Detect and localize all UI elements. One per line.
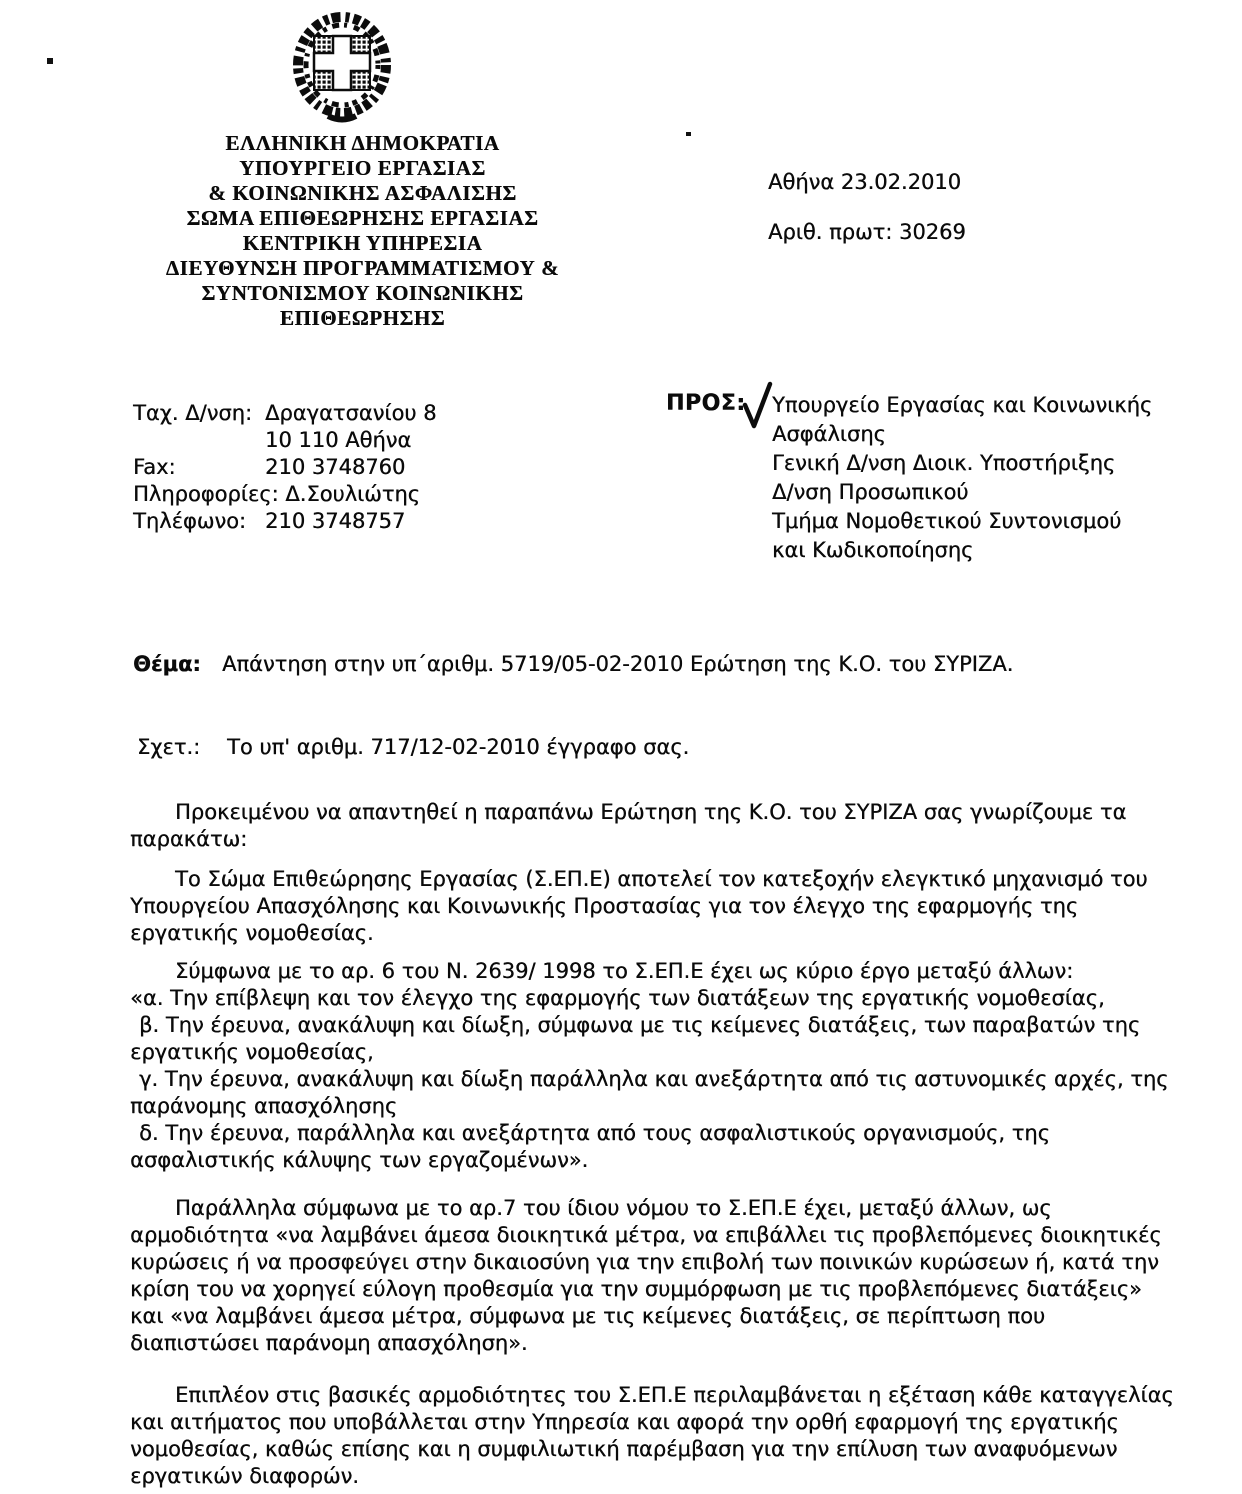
subject-row [133,652,1193,676]
contact-value: 210 3748757 [265,509,406,533]
contact-row [133,508,436,535]
contact-block [133,400,436,535]
letterhead-line: & ΚΟΙΝΩΝΙΚΗΣ ΑΣΦΑΛΙΣΗΣ [208,181,517,205]
letterhead-line: ΕΠΙΘΕΩΡΗΣΗΣ [279,306,446,330]
protocol-number: Αριθ. πρωτ: 30269 [768,220,966,244]
date-line: Αθήνα 23.02.2010 [768,170,962,194]
recipient-line: και Κωδικοποίησης [772,538,974,562]
contact-row [133,427,436,454]
body-paragraph: Σύμφωνα με το αρ. 6 του Ν. 2639/ 1998 το Σ.ΕΠ.Ε έχει ως κύριο έργο μεταξύ άλλων: [175,959,1074,983]
contact-label: Ταχ. Δ/νση: [133,401,253,425]
recipient-line: Δ/νση Προσωπικού [772,480,969,504]
recipient-block [772,391,1172,565]
reference-label: Σχετ.: [137,735,201,759]
subject-text: Απάντηση στην υπ΄αριθμ. 5719/05-02-2010 Ερώτηση της Κ.Ο. του ΣΥΡΙΖΑ. [222,652,1014,676]
body-list-item: «α. Την επίβλεψη και τον έλεγχο της εφαρμογής των διατάξεων της εργατικής νομοθεσίας, [130,986,1105,1010]
reference-text: Το υπ' αριθμ. 717/12-02-2010 έγγραφο σας. [227,735,690,759]
recipient-label: ΠΡΟΣ: [666,391,746,416]
scan-speck [686,132,691,136]
recipient-line: Υπουργείο Εργασίας και Κοινωνικής [772,393,1153,417]
body-list-item: δ. Την έρευνα, παράλληλα και ανεξάρτητα από τους ασφαλιστικούς οργανισμούς, της ασφαλιστικής κάλυψης των εργαζομένων». [130,1121,1050,1172]
contact-value: Δραγατσανίου 8 [265,401,437,425]
greek-coat-of-arms-icon [292,10,392,124]
recipient-line: Γενική Δ/νση Διοικ. Υποστήριξης [772,451,1116,475]
letterhead-line: ΣΩΜΑ ΕΠΙΘΕΩΡΗΣΗΣ ΕΡΓΑΣΙΑΣ [186,206,539,230]
scan-speck [47,58,53,64]
letterhead [115,131,610,331]
letterhead-line: ΥΠΟΥΡΓΕΙΟ ΕΡΓΑΣΙΑΣ [239,156,486,180]
contact-value: Δ.Σουλιώτης [285,482,421,506]
recipient-line: Τμήμα Νομοθετικού Συντονισμού [772,509,1122,533]
letterhead-line: ΕΛΛΗΝΙΚΗ ΔΗΜΟΚΡΑΤΙΑ [225,131,500,155]
contact-row [133,481,436,508]
body-list-item: β. Την έρευνα, ανακάλυψη και δίωξη, σύμφωνα με τις κείμενες διατάξεις, των παραβατών της εργατικής νομοθεσίας, [130,1013,1141,1064]
letterhead-line: ΚΕΝΤΡΙΚΗ ΥΠΗΡΕΣΙΑ [242,231,483,255]
contact-value: 210 3748760 [265,455,406,479]
body-paragraph: Προκειμένου να απαντηθεί η παραπάνω Ερώτηση της Κ.Ο. του ΣΥΡΙΖΑ σας γνωρίζουμε τα παρακάτω: [130,800,1127,851]
contact-row [133,454,436,481]
subject-label: Θέμα: [133,652,201,676]
letterhead-line: ΔΙΕΥΘΥΝΣΗ ΠΡΟΓΡΑΜΜΑΤΙΣΜΟΥ & [165,256,560,280]
recipient-line: Ασφάλισης [772,422,886,446]
contact-label: Τηλέφωνο: [133,509,247,533]
body-list-item: γ. Την έρευνα, ανακάλυψη και δίωξη παράλληλα και ανεξάρτητα από τις αστυνομικές αρχές, της παράνομης απασχόλησης [130,1067,1169,1118]
contact-label: Fax: [133,455,176,479]
contact-value: 10 110 Αθήνα [265,428,412,452]
letterhead-line: ΣΥΝΤΟΝΙΣΜΟΥ ΚΟΙΝΩΝΙΚΗΣ [201,281,524,305]
body-paragraph: Παράλληλα σύμφωνα με το αρ.7 του ίδιου νόμου το Σ.ΕΠ.Ε έχει, μεταξύ άλλων, ως αρμοδιότητα «να λαμβάνει άμεσα διοικητικά μέτρα, να επιβάλλει τις προβλεπόμενες διοικητικές κυρώσεις ή να προσφεύγει στην δικαιοσύνη για την επιβολή των ποινικών κυρώσεων ή, κατά την κρίση του να χορηγεί εύλογη προθεσμία για την συμμόρφωση με τις προβλεπόμενες διατάξεις» και «να λαμβάνει άμεσα μέτρα, σύμφωνα με τις κείμενες διατάξεις, σε περίπτωση που διαπιστώσει παράνομη απασχόληση». [130,1196,1162,1355]
contact-row [133,400,436,427]
body-paragraph: Επιπλέον στις βασικές αρμοδιότητες του Σ.ΕΠ.Ε περιλαμβάνεται η εξέταση κάθε καταγγελίας και αιτήματος που υποβάλλεται στην Υπηρεσία και αφορά την ορθή εφαρμογή της εργατικής νομοθεσίας, καθώς επίσης και η συμφιλιωτική παρέμβαση για την επίλυση των αναφυόμενων εργατικών διαφορών. [130,1383,1174,1488]
reference-row [137,735,1197,759]
letter-body [130,799,1178,1490]
contact-label: Πληροφορίες: [133,482,279,506]
body-paragraph: Το Σώμα Επιθεώρησης Εργασίας (Σ.ΕΠ.Ε) αποτελεί τον κατεξοχήν ελεγκτικό μηχανισμό του Υπουργείου Απασχόλησης και Κοινωνικής Προστασίας για τον έλεγχο της εφαρμογής της εργατικής νομοθεσίας. [130,867,1148,945]
checkmark-icon [742,381,774,431]
